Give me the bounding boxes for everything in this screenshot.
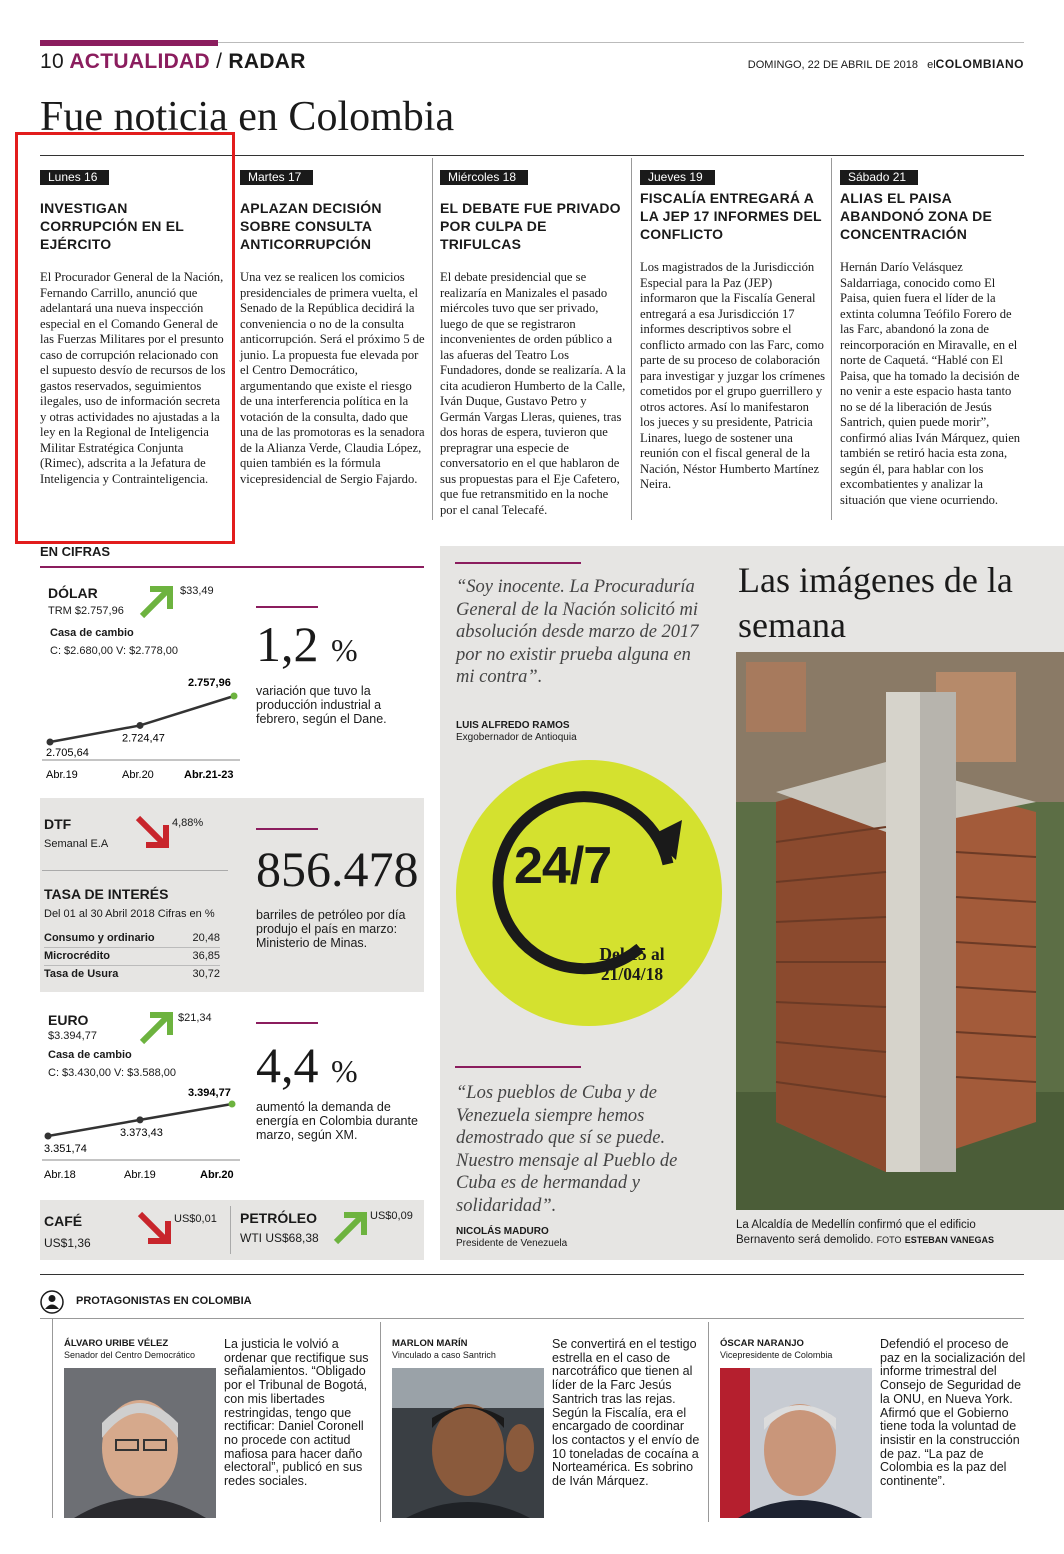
news-body: El debate presidencial que se realizaría en Manizales el pasado miércoles tuvo que ser privado, luego de que se registraron inconvenientes de orden público a las afueras del Teatro Los Fundadores, donde se realizaría. A la cita acudieron Humberto de la Calle, Iván Duque, Gustavo Petro y Germán Vargas Lleras, quienes, tras dos horas de espera, tuvieron que prepragrar una especie de conversatorio en el que hablaron de sus propuestas para el Eje Cafetero, que fue retransmitido en la noche por el canal Telecafé. xyxy=(440,270,626,517)
euro-compra-venta: C: $3.430,00 V: $3.588,00 xyxy=(48,1067,177,1079)
tasa-table xyxy=(44,930,220,984)
page-number: 10 xyxy=(40,50,64,73)
person-name: ÁLVARO URIBE VÉLEZ xyxy=(64,1338,169,1349)
tasa-row xyxy=(44,966,220,984)
person-text: La justicia le volvió a ordenar que rectifique sus señalamientos. “Obligado por el Tribunal de Bogotá, con mis libertades restringidas, tengo que rectificar: Daniel Coronell no procede con actitud mafiosa para hacer daño electoral”, publicó en sus redes sociales. xyxy=(224,1337,369,1489)
stat-accent-bar xyxy=(256,828,318,830)
down-arrow-icon xyxy=(136,1210,176,1246)
x-tick-label: Abr.18 xyxy=(44,1169,76,1181)
quote-author-role: Exgobernador de Antioquia xyxy=(456,732,577,743)
issue-date: DOMINGO, 22 DE ABRIL DE 2018 xyxy=(747,59,918,71)
person-name: ÓSCAR NARANJO xyxy=(720,1338,804,1349)
quote-author: LUIS ALFREDO RAMOS xyxy=(456,720,570,731)
tasa-sub: Del 01 al 30 Abril 2018 Cifras en % xyxy=(44,908,215,920)
panel-divider xyxy=(230,1206,231,1254)
day-label: Sábado 21 xyxy=(840,170,918,185)
cafe-label: CAFÉ xyxy=(44,1213,83,1229)
tasa-row xyxy=(44,930,220,948)
photo-credit-label: FOTO xyxy=(876,1235,902,1245)
euro-label: EURO xyxy=(48,1012,89,1028)
dolar-line-chart xyxy=(40,674,250,794)
brand-prefix: el xyxy=(927,59,936,71)
up-arrow-icon xyxy=(138,1010,178,1046)
column-divider xyxy=(380,1322,381,1522)
person-text: Defendió el proceso de paz en la socialización del informe trimestral del Consejo de Seguridad de la ONU, en Nueva York. Afirmó que el Gobierno tiene toda la voluntad de insistir en la construcción de paz. “La paz de Colombia es la paz del continente”. xyxy=(880,1337,1026,1489)
tasa-row-value: 30,72 xyxy=(192,968,220,980)
news-title: APLAZAN DECISIÓN SOBRE CONSULTA ANTICORRUPCIÓN xyxy=(240,200,382,252)
news-title: EL DEBATE FUE PRIVADO POR CULPA DE TRIFULCAS xyxy=(440,200,621,252)
section-rule xyxy=(40,1274,1024,1275)
stat-unit: % xyxy=(330,632,358,668)
column-divider xyxy=(708,1322,709,1522)
news-column xyxy=(440,168,626,518)
person-role: Vicepresidente de Colombia xyxy=(720,1350,833,1360)
subsection-name: RADAR xyxy=(228,50,306,73)
badge-dates: Del 15 al 21/04/18 xyxy=(599,944,665,984)
portrait-photo xyxy=(720,1368,872,1518)
cafe-price: US$1,36 xyxy=(44,1236,91,1250)
person-role: Senador del Centro Democrático xyxy=(64,1350,196,1360)
data-point xyxy=(229,1101,236,1108)
section-name: ACTUALIDAD xyxy=(69,50,210,73)
tasa-row-value: 36,85 xyxy=(192,950,220,962)
person-text: Se convertirá en el testigo estrella en el caso de narcotráfico que tienen al líder de la Farc Jesús Santrich tras las rejas. Según la Fiscalía, era el encargado de coordinar los contactos y el envío de 10 toneladas de cocaína a Norteamérica. Es sobrino de Iván Márquez. xyxy=(552,1337,700,1489)
stat-number: 1,2 xyxy=(256,616,319,672)
images-title: Las imágenes de la semana xyxy=(738,560,1013,645)
portrait-photo xyxy=(64,1368,216,1518)
data-label: 2.705,64 xyxy=(46,747,89,759)
news-title: INVESTIGAN CORRUPCIÓN EN EL EJÉRCITO xyxy=(40,200,184,252)
stat-description: barriles de petróleo por día produjo el país en marzo: Ministerio de Minas. xyxy=(256,908,406,950)
person-icon xyxy=(40,1290,64,1314)
photo-caption xyxy=(736,1218,1026,1248)
data-point xyxy=(45,1133,52,1140)
quote-accent-bar xyxy=(455,1066,581,1068)
dateline xyxy=(748,57,1024,71)
section-color-bar xyxy=(40,40,218,46)
petroleo-label: PETRÓLEO xyxy=(240,1210,318,1226)
day-label: Miércoles 18 xyxy=(440,170,528,185)
protagonistas-rule xyxy=(40,1318,1024,1319)
x-tick-label: Abr.20 xyxy=(200,1169,234,1181)
caption-text: La Alcaldía de Medellín confirmó que el edificio Bernavento será demolido. xyxy=(736,1219,976,1246)
protagonistas-title: PROTAGONISTAS EN COLOMBIA xyxy=(76,1295,252,1307)
dolar-label: DÓLAR xyxy=(48,585,98,601)
dolar-compra-venta: C: $2.680,00 V: $2.778,00 xyxy=(50,645,179,657)
column-divider xyxy=(631,158,632,520)
cifras-rule xyxy=(40,566,424,568)
portrait-photo xyxy=(392,1368,544,1518)
data-point xyxy=(137,1116,144,1123)
news-column xyxy=(240,168,426,487)
dolar-change: $33,49 xyxy=(180,585,214,597)
tasa-row-name: Tasa de Usura xyxy=(44,968,119,980)
dtf-change: 4,88% xyxy=(172,817,204,829)
photo-credit: ESTEBAN VANEGAS xyxy=(904,1235,995,1245)
data-label: 3.351,74 xyxy=(44,1143,87,1155)
x-tick-label: Abr.21-23 xyxy=(184,769,234,781)
column-divider xyxy=(432,158,433,520)
tasa-row xyxy=(44,948,220,966)
stat-description: variación que tuvo la producción industrial a febrero, según el Dane. xyxy=(256,684,387,726)
tasa-label: TASA DE INTERÉS xyxy=(44,886,169,902)
dtf-sub: Semanal E.A xyxy=(44,838,109,850)
person-role: Vinculado a caso Santrich xyxy=(392,1350,496,1360)
up-arrow-icon xyxy=(138,584,178,620)
page-headline: Fue noticia en Colombia xyxy=(40,94,455,140)
dolar-trm: TRM $2.757,96 xyxy=(48,605,124,617)
news-body: Una vez se realicen los comicios presidenciales de primera vuelta, el Senado de la República decidirá la conveniencia o no de la consulta anticorrupción. Será el próximo 5 de junio. La propuesta fue elevada por el Centro Democrático, argumentando que existe el riesgo de una interferencia política en la votación de la consulta, dado que una de las promotoras es la senadora de la Alianza Verde, Claudia López, quien también es la fórmula vicepresidencial de Sergio Fajardo. xyxy=(240,270,425,486)
tasa-row-name: Microcrédito xyxy=(44,950,111,962)
quote-author-role: Presidente de Venezuela xyxy=(456,1238,568,1249)
quote-accent-bar xyxy=(455,562,581,564)
data-label: 3.373,43 xyxy=(120,1126,163,1139)
news-body: El Procurador General de la Nación, Fernando Carrillo, anunció que adelantará una nueva inspección especial en el Comando General de las Fuerzas Militares por el presunto caso de corrupción relacionado con el supuesto desvío de recursos de los gastos reservados, seguimientos ilegales, uso de información secreta y otras actividades no ajustadas a la ley en la Regional de Inteligencia Militar Estratégica Conjunta (Rimec), adscrita a la Jefatura de Inteligencia y Contrainteligencia. xyxy=(40,270,226,486)
stat-number: 4,4 xyxy=(256,1037,319,1093)
person-name: MARLON MARÍN xyxy=(392,1338,468,1349)
stat-figure xyxy=(256,615,358,673)
news-body: Hernán Darío Velásquez Saldarriaga, conocido como El Paisa, quien fuera el líder de la extinta columna Teófilo Forero de las Farc, abandonó la zona de reincorporación en Miravalle, en el norte de Caquetá. “Hablé con El Paisa, que ha tomado la decisión de no venir a este espacio hasta tanto no se dé la liberación de Jesús Santrich, quien puede morir”, confirmó alias Iván Márquez, quien también se retiró hacia esta zona, según él, para hablar con los excombatientes y analizar la situación que viene ocurriendo. xyxy=(840,260,1021,507)
data-point xyxy=(137,722,144,729)
news-title: FISCALÍA ENTREGARÁ A LA JEP 17 INFORMES DEL CONFLICTO xyxy=(640,190,822,242)
stat-accent-bar xyxy=(256,1022,318,1024)
column-divider xyxy=(52,1318,53,1518)
data-point xyxy=(231,693,238,700)
day-label: Jueves 19 xyxy=(640,170,715,185)
stat-figure xyxy=(256,1036,358,1094)
building-photo xyxy=(736,652,1064,1210)
header-rule xyxy=(218,42,1024,43)
day-label: Martes 17 xyxy=(240,170,313,185)
news-body: Los magistrados de la Jurisdicción Especial para la Paz (JEP) informaron que la Fiscalía General entregará a esa Jurisdicción 17 informes descriptivos sobre el conflicto armado con las Farc, como parte de su proceso de colaboración para investigar y juzgar los crímenes cometidos por el grupo guerrillero y otros actores. Así lo manifestaron los jueces y su presidente, Patricia Linares, luego de sostener una reunión con el fiscal general de la Nación, Néstor Humberto Martínez Neira. xyxy=(640,260,825,491)
data-label: 2.724,47 xyxy=(122,732,165,745)
cifras-title: EN CIFRAS xyxy=(40,544,111,559)
euro-change: $21,34 xyxy=(178,1012,212,1024)
stat-accent-bar xyxy=(256,606,318,608)
stat-unit: % xyxy=(330,1053,358,1089)
news-column xyxy=(840,168,1026,508)
x-tick-label: Abr.19 xyxy=(124,1169,156,1181)
petroleo-price: WTI US$68,38 xyxy=(240,1231,319,1245)
panel-divider xyxy=(42,870,228,871)
data-point xyxy=(47,739,54,746)
up-arrow-icon xyxy=(332,1210,372,1246)
tasa-row-name: Consumo y ordinario xyxy=(44,932,155,944)
news-column xyxy=(640,168,826,493)
brand-name: COLOMBIANO xyxy=(935,57,1024,71)
euro-line-chart xyxy=(40,1086,250,1196)
section-header: 10 ACTUALIDAD / RADAR xyxy=(40,50,306,73)
down-arrow-icon xyxy=(134,814,174,850)
euro-price: $3.394,77 xyxy=(48,1030,97,1042)
data-label: 3.394,77 xyxy=(188,1087,231,1099)
stat-number: 856.478 xyxy=(256,841,419,897)
petroleo-change: US$0,09 xyxy=(370,1210,413,1222)
day-label: Lunes 16 xyxy=(40,170,109,185)
stat-description: aumentó la demanda de energía en Colombia durante marzo, según XM. xyxy=(256,1100,418,1142)
cafe-change: US$0,01 xyxy=(174,1213,217,1225)
quote-text: “Soy inocente. La Procuraduría General de la Nación solicitó mi absolución desde marzo de 2017 por no existir prueba alguna en mi contra”. xyxy=(456,577,699,687)
x-tick-label: Abr.19 xyxy=(46,769,78,781)
column-divider xyxy=(831,158,832,520)
data-label: 2.757,96 xyxy=(188,677,231,689)
dtf-label: DTF xyxy=(44,816,72,832)
highlight-box xyxy=(15,132,235,544)
x-tick-label: Abr.20 xyxy=(122,769,154,781)
dolar-casa-label: Casa de cambio xyxy=(50,627,134,639)
news-title: ALIAS EL PAISA ABANDONÓ ZONA DE CONCENTRACIÓN xyxy=(840,190,993,242)
quote-author: NICOLÁS MADURO xyxy=(456,1226,549,1237)
tasa-row-value: 20,48 xyxy=(192,932,220,944)
euro-casa-label: Casa de cambio xyxy=(48,1049,132,1061)
quote-text: “Los pueblos de Cuba y de Venezuela siempre hemos demostrado que sí se puede. Nuestro mensaje al Pueblo de Cuba es de hermandad y solidaridad”. xyxy=(456,1083,678,1216)
badge-main: 24/7 xyxy=(514,837,612,895)
